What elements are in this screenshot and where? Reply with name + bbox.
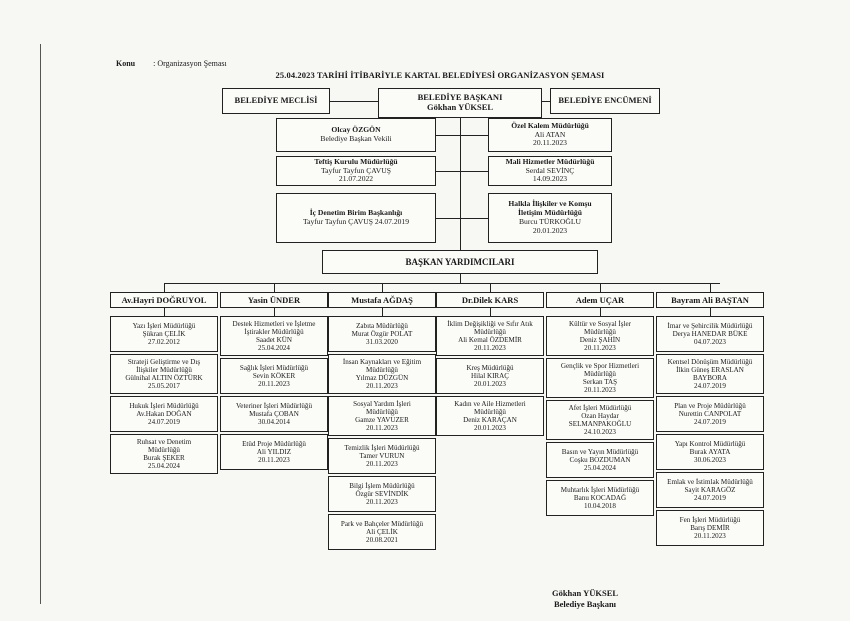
unit-line: Kültür ve Sosyal İşler bbox=[568, 319, 632, 328]
unit-line: Afet İşleri Müdürlüğü bbox=[568, 403, 632, 412]
unit-line: İlkin Güneş ERASLAN bbox=[676, 365, 744, 374]
unit-line: Gençlik ve Spor Hizmetleri bbox=[560, 361, 640, 370]
unit-line: Belediye Başkan Vekili bbox=[320, 134, 392, 143]
connector bbox=[436, 135, 460, 136]
deputy-head: Av.Hayri DOĞRUYOL bbox=[110, 292, 218, 308]
unit-line: Sevin KÖKER bbox=[252, 371, 296, 380]
unit-cell bbox=[328, 316, 436, 352]
staff-unit-box bbox=[488, 193, 612, 243]
deputy-head: Yasin ÜNDER bbox=[220, 292, 328, 308]
unit-cell bbox=[110, 354, 218, 394]
connector bbox=[274, 283, 275, 292]
unit-line: Müdürlüğü bbox=[584, 369, 616, 378]
unit-line: 25.04.2024 bbox=[148, 462, 180, 471]
unit-line: Derya HANEDAR BÜKE bbox=[672, 329, 748, 338]
unit-line: Halkla İlişkiler ve Komşu bbox=[508, 199, 592, 209]
unit-cell bbox=[328, 476, 436, 512]
unit-line: İnsan Kaynakları ve Eğitim bbox=[342, 357, 422, 366]
unit-cell bbox=[656, 316, 764, 352]
unit-line: Mali Hizmetler Müdürlüğü bbox=[505, 156, 595, 166]
connector bbox=[330, 101, 378, 102]
unit-line: 20.11.2023 bbox=[694, 532, 726, 541]
connector bbox=[542, 101, 550, 102]
unit-line: 25.04.2024 bbox=[584, 464, 616, 473]
council-box bbox=[222, 88, 330, 114]
unit-cell bbox=[656, 434, 764, 470]
unit-cell bbox=[110, 316, 218, 352]
unit-cell bbox=[656, 472, 764, 508]
unit-line: Ali Kemal ÖZDEMİR bbox=[458, 336, 522, 344]
unit-line: 30.06.2023 bbox=[694, 456, 726, 465]
unit-line: BAYBORA bbox=[692, 374, 728, 382]
unit-line: Müdürlüğü bbox=[584, 327, 616, 336]
unit-cell bbox=[546, 316, 654, 356]
signature-name: Gökhan YÜKSEL bbox=[551, 588, 619, 598]
staff-unit-box bbox=[488, 156, 612, 186]
unit-line: Sağlık İşleri Müdürlüğü bbox=[239, 363, 309, 372]
unit-line: İç Denetim Birim Başkanlığı bbox=[309, 208, 403, 218]
unit-cell bbox=[546, 442, 654, 478]
connector bbox=[436, 218, 460, 219]
connector bbox=[436, 171, 460, 172]
staff-unit-box bbox=[276, 156, 436, 186]
unit-line: 20.11.2023 bbox=[258, 380, 290, 389]
connector bbox=[490, 283, 491, 292]
unit-cell bbox=[328, 514, 436, 550]
unit-line: Muhtarlık İşleri Müdürlüğü bbox=[560, 485, 640, 494]
unit-line: Müdürlüğü bbox=[148, 445, 180, 454]
unit-line: 25.04.2024 bbox=[258, 344, 290, 353]
unit-cell bbox=[436, 316, 544, 356]
unit-line: 21.07.2022 bbox=[338, 174, 374, 184]
unit-cell bbox=[436, 396, 544, 436]
unit-line: 24.07.2019 bbox=[694, 494, 726, 503]
unit-cell bbox=[328, 438, 436, 474]
mayor-title: BELEDİYE BAŞKANI bbox=[417, 92, 503, 103]
connector bbox=[460, 171, 488, 172]
unit-line: Burak ŞEKER bbox=[143, 454, 185, 462]
unit-line: Sosyal Yardım İşleri bbox=[353, 399, 411, 408]
unit-line: Deniz KARAÇAN bbox=[463, 416, 517, 424]
connector bbox=[600, 283, 601, 292]
unit-line: Bilgi İşlem Müdürlüğü bbox=[349, 481, 415, 490]
unit-line: 20.11.2023 bbox=[474, 344, 506, 353]
unit-line: Av.Hakan DOĞAN bbox=[136, 409, 192, 418]
unit-line: 27.02.2012 bbox=[148, 338, 180, 347]
unit-line: 20.11.2023 bbox=[258, 456, 290, 465]
committee-label: BELEDİYE ENCÜMENİ bbox=[558, 95, 652, 106]
unit-line: Tayfur Tayfun ÇAVUŞ 24.07.2019 bbox=[302, 217, 410, 226]
connector bbox=[164, 283, 165, 292]
unit-line: Deniz ŞAHİN bbox=[579, 336, 621, 344]
unit-line: Ali YILDIZ bbox=[256, 447, 292, 456]
unit-line: 24.07.2019 bbox=[694, 418, 726, 427]
unit-line: Ali ÇELİK bbox=[366, 527, 398, 536]
unit-line: Strateji Geliştirme ve Dış bbox=[127, 357, 201, 366]
unit-line: Emlak ve İstimlak Müdürlüğü bbox=[667, 477, 753, 486]
unit-line: 25.05.2017 bbox=[148, 382, 180, 391]
unit-line: 20.08.2021 bbox=[366, 536, 398, 545]
unit-line: 24.07.2019 bbox=[148, 418, 180, 427]
unit-line: Mustafa ÇOBAN bbox=[249, 409, 299, 418]
unit-line: Hilal KIRAÇ bbox=[470, 371, 510, 380]
unit-line: Kreş Müdürlüğü bbox=[466, 363, 514, 372]
connector bbox=[490, 308, 491, 316]
unit-line: Etüd Proje Müdürlüğü bbox=[242, 439, 306, 448]
deputies-title: BAŞKAN YARDIMCILARI bbox=[405, 256, 515, 267]
unit-line: Murat Özgür POLAT bbox=[351, 329, 413, 338]
unit-line: Burak AYATA bbox=[689, 447, 731, 456]
unit-line: Serdal SEVİNÇ bbox=[525, 165, 575, 175]
unit-cell bbox=[656, 510, 764, 546]
connector bbox=[710, 308, 711, 316]
unit-cell bbox=[110, 396, 218, 432]
unit-line: Özel Kalem Müdürlüğü bbox=[511, 120, 589, 130]
unit-line: Ozan Haydar bbox=[581, 411, 619, 420]
unit-line: 20.11.2023 bbox=[366, 460, 398, 469]
unit-line: 20.11.2023 bbox=[366, 382, 398, 391]
unit-line: 20.01.2023 bbox=[532, 225, 568, 235]
unit-line: Veteriner İşleri Müdürlüğü bbox=[235, 401, 313, 410]
unit-line: İklim Değişikliği ve Sıfır Atık bbox=[447, 319, 533, 328]
unit-line: Tamer VURUN bbox=[359, 451, 405, 460]
unit-line: Serkan TAŞ bbox=[582, 378, 618, 386]
unit-line: Ruhsat ve Denetim bbox=[136, 437, 192, 446]
mayor-name: Gökhan YÜKSEL bbox=[426, 102, 494, 112]
unit-cell bbox=[220, 316, 328, 356]
unit-line: Ali ATAN bbox=[534, 129, 566, 139]
connector bbox=[460, 135, 488, 136]
connector bbox=[274, 308, 275, 316]
unit-line: Nurettin CANPOLAT bbox=[678, 409, 742, 418]
unit-cell bbox=[220, 396, 328, 432]
unit-line: Plan ve Proje Müdürlüğü bbox=[674, 401, 746, 410]
committee-box bbox=[550, 88, 660, 114]
unit-line: Yapı Kontrol Müdürlüğü bbox=[674, 439, 746, 448]
unit-line: 20.11.2023 bbox=[366, 424, 398, 433]
connector bbox=[382, 308, 383, 316]
signature-block bbox=[520, 588, 650, 610]
unit-line: Saadet KÜN bbox=[255, 336, 293, 344]
connector bbox=[600, 308, 601, 316]
unit-line: Basın ve Yayın Müdürlüğü bbox=[561, 447, 639, 456]
unit-cell bbox=[110, 434, 218, 474]
connector bbox=[460, 118, 461, 250]
unit-line: Temizlik İşleri Müdürlüğü bbox=[344, 443, 420, 452]
unit-line: Banu KOCADAĞ bbox=[573, 493, 627, 502]
unit-cell bbox=[328, 396, 436, 436]
unit-line: Kadın ve Aile Hizmetleri bbox=[454, 399, 526, 408]
unit-line: Müdürlüğü bbox=[474, 407, 506, 416]
unit-line: Sayit KARAGÖZ bbox=[684, 485, 736, 494]
subject-line bbox=[116, 59, 227, 68]
unit-cell bbox=[656, 396, 764, 432]
unit-cell bbox=[546, 480, 654, 516]
unit-line: Özgür SEVİNDİK bbox=[355, 489, 409, 498]
unit-line: 24.07.2019 bbox=[694, 382, 726, 391]
connector bbox=[382, 283, 383, 292]
unit-line: Yazı İşleri Müdürlüğü bbox=[132, 321, 196, 330]
connector bbox=[710, 283, 711, 292]
deputies-box bbox=[322, 250, 598, 274]
mayor-box bbox=[378, 88, 542, 118]
unit-line: İmar ve Şehircilik Müdürlüğü bbox=[667, 321, 753, 330]
unit-line: Destek Hizmetleri ve İşletme bbox=[232, 319, 316, 328]
unit-line: 04.07.2023 bbox=[694, 338, 726, 347]
subject-value: : Organizasyon Şeması bbox=[153, 59, 227, 68]
unit-line: 10.04.2018 bbox=[584, 502, 616, 511]
unit-line: Müdürlüğü bbox=[366, 407, 398, 416]
connector bbox=[460, 218, 488, 219]
unit-line: Tayfur Tayfun ÇAVUŞ bbox=[321, 165, 391, 175]
document-title: 25.04.2023 TARİHİ İTİBARİYLE KARTAL BELEDİYESİ ORGANİZASYON ŞEMASI bbox=[275, 70, 605, 80]
unit-cell bbox=[656, 354, 764, 394]
deputy-head: Bayram Ali BAŞTAN bbox=[656, 292, 764, 308]
signature-title: Belediye Başkanı bbox=[553, 599, 617, 610]
unit-line: Coşku BOZDUMAN bbox=[569, 455, 631, 464]
staff-unit-box bbox=[276, 193, 436, 243]
unit-line: Yılmaz DÜZGÜN bbox=[355, 374, 409, 382]
unit-line: Olcay ÖZGÖN bbox=[331, 125, 381, 135]
unit-line: Müdürlüğü bbox=[474, 327, 506, 336]
unit-line: Barış DEMİR bbox=[690, 523, 730, 532]
council-label: BELEDİYE MECLİSİ bbox=[234, 95, 318, 106]
unit-line: İlişkiler Müdürlüğü bbox=[136, 365, 192, 374]
unit-line: Teftiş Kurulu Müdürlüğü bbox=[314, 156, 398, 166]
unit-cell bbox=[220, 358, 328, 394]
deputy-head: Mustafa AĞDAŞ bbox=[328, 292, 436, 308]
connector bbox=[164, 308, 165, 316]
staff-unit-box bbox=[276, 118, 436, 152]
subject-label: Konu bbox=[116, 59, 136, 68]
unit-line: 30.04.2014 bbox=[258, 418, 290, 427]
page-edge-line bbox=[40, 44, 41, 604]
unit-cell bbox=[220, 434, 328, 470]
unit-line: 24.10.2023 bbox=[584, 428, 616, 437]
unit-line: Gamze YAVUZER bbox=[355, 416, 409, 424]
unit-cell bbox=[436, 358, 544, 394]
unit-line: Burcu TÜRKOĞLU bbox=[518, 217, 582, 226]
unit-line: Hukuk İşleri Müdürlüğü bbox=[129, 401, 199, 410]
unit-line: 14.09.2023 bbox=[532, 174, 568, 184]
unit-line: 20.11.2023 bbox=[584, 344, 616, 353]
unit-line: Fen İşleri Müdürlüğü bbox=[679, 515, 741, 524]
unit-line: Şükran ÇELİK bbox=[142, 329, 186, 338]
unit-line: 31.03.2020 bbox=[366, 338, 398, 347]
staff-unit-box bbox=[488, 118, 612, 152]
unit-line: Kentsel Dönüşüm Müdürlüğü bbox=[667, 357, 753, 366]
unit-line: Müdürlüğü bbox=[366, 365, 398, 374]
unit-line: İştirakler Müdürlüğü bbox=[244, 327, 304, 336]
unit-line: 20.01.2023 bbox=[474, 380, 506, 389]
unit-line: Gülnihal ALTIN ÖZTÜRK bbox=[125, 374, 203, 382]
deputy-head: Dr.Dilek KARS bbox=[436, 292, 544, 308]
unit-line: SELMANPAKOĞLU bbox=[568, 420, 632, 428]
unit-line: Zabıta Müdürlüğü bbox=[356, 321, 408, 330]
deputy-head: Adem UÇAR bbox=[546, 292, 654, 308]
unit-cell bbox=[328, 354, 436, 394]
unit-line: Park ve Bahçeler Müdürlüğü bbox=[340, 519, 424, 528]
unit-cell bbox=[546, 400, 654, 440]
unit-line: 20.11.2023 bbox=[584, 386, 616, 395]
unit-line: İletişim Müdürlüğü bbox=[518, 208, 582, 218]
unit-cell bbox=[546, 358, 654, 398]
unit-line: 20.11.2023 bbox=[533, 138, 567, 148]
unit-line: 20.11.2023 bbox=[366, 498, 398, 507]
connector bbox=[164, 283, 720, 284]
unit-line: 20.01.2023 bbox=[474, 424, 506, 433]
